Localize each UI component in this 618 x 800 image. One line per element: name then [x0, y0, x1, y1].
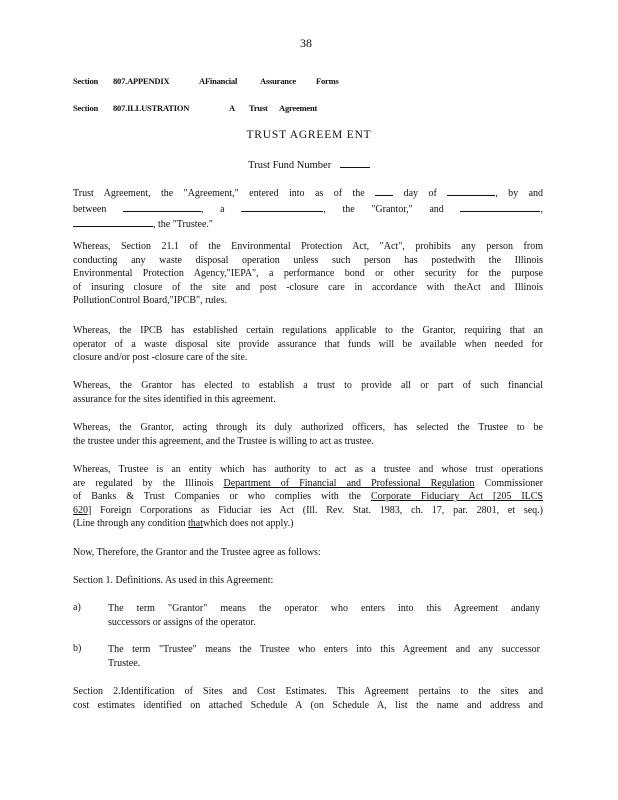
p4-line: the trustee under this agreement, and the Trustee is willing to act as trustee.: [73, 435, 374, 447]
p1-line: Whereas, Section 21.1 of the Environmental Protection Act, "Act", prohibits any person from: [73, 241, 543, 252]
p5-underlined-that: that: [187, 518, 203, 530]
day-blank: [375, 185, 393, 196]
trust-fund-number: [0, 157, 618, 171]
item-a-text: [108, 602, 540, 629]
month-blank: [447, 185, 495, 196]
whereas-paragraph-4: [73, 421, 543, 448]
s2-line: cost estimates identified on attached Schedule A (on Schedule A, list the name and address and: [73, 699, 543, 711]
document-title: TRUST AGREEM ENT: [246, 129, 372, 141]
intro-comma: ,: [540, 203, 543, 215]
p5-underlined-act: Corporate Fiduciary Act [205 ILCS: [370, 491, 543, 503]
grantor-type-blank: [241, 201, 323, 212]
section-2-paragraph: [73, 685, 543, 712]
intro-line-2: [73, 201, 543, 217]
whereas-paragraph-5: [73, 463, 543, 531]
p5-text: Foreign Corporations as Fiduciar ies Act (Ill. Rev. Stat. 1983, ch. 17, par. 2801, et seq.): [100, 504, 543, 516]
header1-number: 807.APPENDIX: [113, 76, 170, 86]
p5-line-3: [73, 490, 543, 504]
trustee-type-blank: [73, 216, 153, 227]
p5-text: Commissioner: [484, 477, 543, 489]
header2-word3: Agreement: [279, 103, 318, 113]
intro-grantor: , the "Grantor," and: [323, 203, 444, 215]
p2-line: operator of a waste disposal site provide assurance that funds will be available when needed for: [73, 338, 543, 350]
item-a-line: successors or assigns of the operator.: [108, 616, 256, 628]
item-b-line: Trustee.: [108, 657, 141, 669]
page-number: 38: [300, 36, 312, 50]
header2-word2: Trust: [249, 103, 268, 113]
agreement-paragraph: [73, 546, 543, 560]
header2-number: 807.ILLUSTRATION: [113, 103, 190, 113]
intro-text-a: Trust Agreement, the "Agreement," entered into as of the: [73, 188, 365, 199]
trustee-name-blank: [460, 201, 540, 212]
p5-line-1: Whereas, Trustee is an entity which has authority to act as a trustee and whose trust operations: [73, 464, 543, 475]
section-1-heading: [73, 574, 543, 588]
header1-word2: Assurance: [260, 76, 296, 86]
p5-text: are regulated by the Illinois: [73, 477, 214, 489]
intro-line-3: [73, 216, 543, 232]
p5-underlined-department: Department of Financial and Professional Regulation: [223, 477, 475, 489]
intro-between: between: [73, 203, 107, 215]
p6-line: Now, Therefore, the Grantor and the Trustee agree as follows:: [73, 547, 321, 558]
header1-word3: Forms: [316, 76, 339, 86]
trust-fund-label: Trust Fund Number: [248, 160, 332, 171]
p5-line-2: [73, 477, 543, 491]
p1-line: conducting any waste disposal operation unless such person has postedwith the Illinois: [73, 254, 543, 266]
intro-text-b: day of: [403, 188, 437, 199]
s2-line: Section 2.Identification of Sites and Cost Estimates. This Agreement pertains to the sites and: [73, 686, 543, 697]
p3-line: assurance for the sites identified in this agreement.: [73, 393, 276, 405]
p5-line-4: [73, 504, 543, 518]
item-a-line: The term "Grantor" means the operator who enters into this Agreement andany: [108, 603, 540, 614]
intro-text-c: , by and: [495, 188, 544, 199]
intro-paragraph: [73, 185, 543, 232]
item-b-line: The term "Trustee" means the Trustee who enters into this Agreement and any successor: [108, 644, 540, 655]
header1-section: Section: [73, 76, 99, 86]
p3-line: Whereas, the Grantor has elected to establish a trust to provide all or part of such financial: [73, 380, 543, 391]
p5-text: (Line through any condition: [73, 518, 186, 530]
header1-part: AFinancial: [199, 76, 238, 86]
intro-a: , a: [201, 203, 225, 215]
item-b-text: [108, 643, 540, 670]
p5-text: of Banks & Trust Companies or who complies with the: [73, 491, 361, 503]
grantor-name-blank: [123, 201, 201, 212]
whereas-paragraph-1: [73, 240, 543, 308]
trust-fund-blank: [340, 157, 370, 168]
p1-line: Environmental Protection Agency,"IEPA", a performance bond or other security for the purpose: [73, 268, 543, 280]
item-a-label: a): [73, 602, 81, 613]
p2-line: closure and/or post -closure care of the site.: [73, 352, 248, 364]
item-b-label: b): [73, 643, 82, 654]
p4-line: Whereas, the Grantor, acting through its duly authorized officers, has selected the Trustee to be: [73, 422, 543, 433]
header2-part: A: [229, 103, 235, 113]
intro-trustee: , the "Trustee.": [153, 219, 214, 231]
p1-line: PollutionControl Board,"IPCB", rules.: [73, 295, 228, 307]
whereas-paragraph-3: [73, 379, 543, 406]
p1-line: of insuring closure of the site and post -closure care in accordance with theAct and Illinois: [73, 281, 543, 293]
intro-line-1: [73, 185, 543, 201]
s1-line: Section 1. Definitions. As used in this Agreement:: [73, 575, 274, 586]
p5-underlined-cite: 620]: [73, 504, 92, 516]
p2-line: Whereas, the IPCB has established certain regulations applicable to the Grantor, requiring that an: [73, 325, 543, 336]
whereas-paragraph-2: [73, 324, 543, 365]
p5-text: which does not apply.): [202, 518, 294, 530]
p5-line-5: [73, 517, 543, 531]
header2-section: Section: [73, 103, 99, 113]
